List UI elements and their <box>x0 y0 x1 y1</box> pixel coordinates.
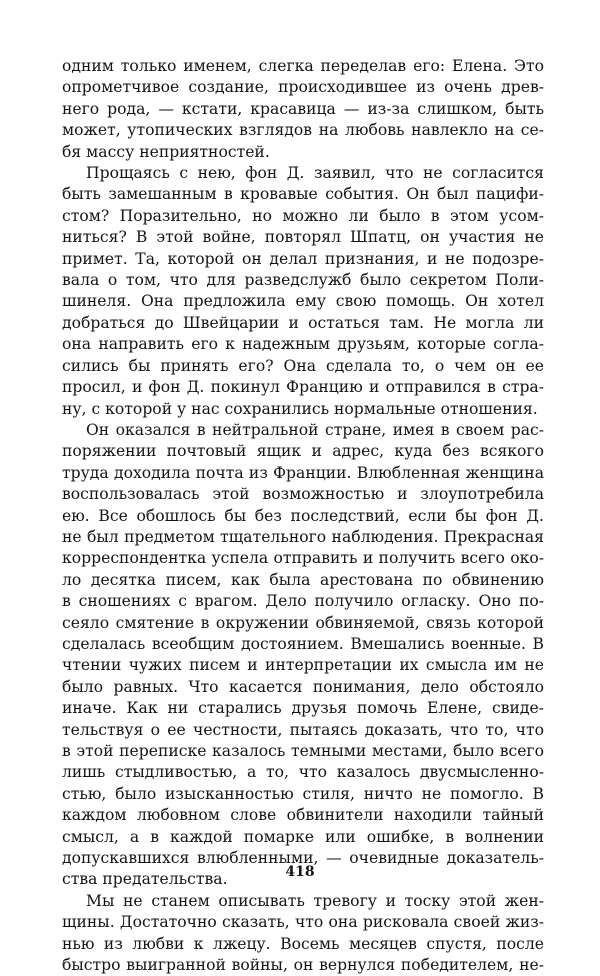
text-line: ею. Все обошлось бы без последствий, если бы фон Д. <box>62 506 544 525</box>
text-line: допускавшихся влюбленными, — очевидные доказатель- <box>62 849 544 868</box>
text-line: ло десятка писем, как была арестована по обвинению <box>62 570 544 589</box>
text-line: добраться до Швейцарии и остаться там. Не могла ли <box>62 313 544 332</box>
text-line: поряжении почтовый ящик и адрес, куда без всякого <box>62 442 544 461</box>
text-line: сились бы принять его? Она сделала то, о чем он ее <box>62 356 544 375</box>
text-line: иначе. Как ни старались друзья помочь Елене, свиде- <box>62 699 544 718</box>
text-line: просил, и фон Д. покинул Францию и отправился в стра- <box>62 378 544 397</box>
text-line: корреспондентка успела отправить и получить всего око- <box>62 549 544 568</box>
paragraph <box>62 420 544 891</box>
text-line: в сношениях с врагом. Дело получило огласку. Оно по- <box>62 592 544 611</box>
text-line: стом? Поразительно, но можно ли было в этом усом- <box>62 206 544 225</box>
text-line: шинеля. Она предложила ему свою помощь. Он хотел <box>62 292 544 311</box>
text-line: тельствуя о ее честности, пытаясь доказать, что то, что <box>62 720 544 739</box>
text-line: него рода, — кстати, красавица — из-за слишком, быть <box>62 99 544 118</box>
text-line: стью, было изысканностью стиля, ничто не помогло. В <box>62 784 544 803</box>
page-number: 418 <box>285 864 315 880</box>
text-line: труда доходила почта из Франции. Влюбленная женщина <box>62 463 544 482</box>
page-text <box>62 56 544 976</box>
text-line: одним только именем, слегка переделав его: Елена. Это <box>62 57 544 75</box>
text-line: опрометчивое создание, происходившее из очень древ- <box>62 78 544 97</box>
paragraph <box>62 891 544 976</box>
text-line: щины. Достаточно сказать, что она рисковала своей жиз- <box>62 913 544 932</box>
text-line: быстро выигранной войны, он вернулся победителем, не- <box>62 956 544 975</box>
text-line: чтении чужих писем и интерпретации их смысла им не <box>62 656 544 675</box>
text-line: Он оказался в нейтральной стране, имея в своем рас- <box>86 420 544 439</box>
text-line: было равных. Что касается понимания, дело обстояло <box>62 677 544 696</box>
text-line: вала о том, что для разведслужб было секретом Поли- <box>62 271 544 290</box>
text-line: Прощаясь с нею, фон Д. заявил, что не согласится <box>86 164 544 183</box>
text-line: примет. Та, которой он делал признания, и не подозре- <box>62 249 544 268</box>
text-line: в этой переписке казалось темными местами, было всего <box>62 742 544 760</box>
text-line: воспользовалась этой возможностью и злоупотребила <box>62 485 544 504</box>
text-line: ниться? В этой войне, повторял Шпатц, он участия не <box>62 228 544 247</box>
text-line: каждом любовном слове обвинители находили тайный <box>62 806 544 825</box>
text-line: бя массу неприятностей. <box>62 142 270 161</box>
text-line: смысл, а в каждой помарке или ошибке, в волнении <box>62 827 544 846</box>
paragraph <box>62 56 544 163</box>
text-line: Мы не станем описывать тревогу и тоску этой жен- <box>86 891 544 910</box>
text-line: сделалась всеобщим достоянием. Вмешались военные. В <box>62 634 544 653</box>
paragraph <box>62 163 544 420</box>
text-line: ну, с которой у нас сохранились нормальные отношения. <box>62 399 538 418</box>
text-line: не был предметом тщательного наблюдения. Прекрасная <box>62 527 544 546</box>
text-line: может, утопических взглядов на любовь навлекло на се- <box>62 121 544 140</box>
text-line: сеяло смятение в окружении обвиняемой, связь которой <box>62 613 544 632</box>
text-line: она направить его к надежным друзьям, которые согла- <box>62 335 544 354</box>
text-line: быть замешанным в кровавые события. Он был пацифи- <box>62 185 544 204</box>
text-line: ства предательства. <box>62 870 228 889</box>
text-line: нью из любви к лжецу. Восемь месяцев спустя, после <box>62 934 544 953</box>
text-line: лишь стыдливостью, а то, что казалось двусмысленно- <box>62 763 544 782</box>
